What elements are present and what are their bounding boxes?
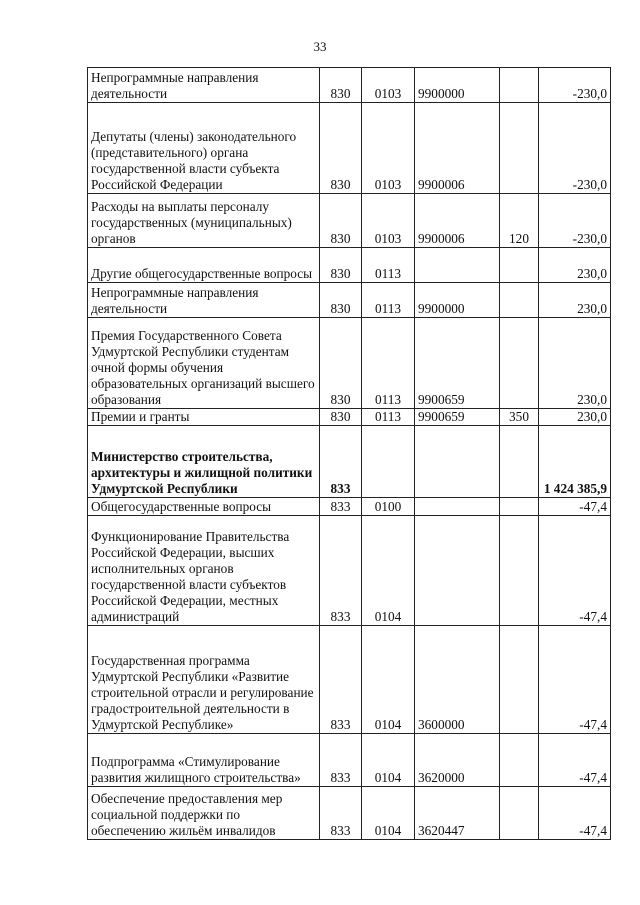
row-code-cell: 830	[320, 318, 362, 409]
row-type-cell	[500, 248, 539, 283]
row-type-cell	[500, 103, 539, 194]
budget-table	[87, 67, 611, 840]
table-row	[88, 283, 611, 318]
row-target-cell: 3600000	[415, 626, 500, 734]
row-type-cell	[500, 787, 539, 840]
row-target-cell	[415, 248, 500, 283]
table-row	[88, 318, 611, 409]
row-name-cell: Премии и гранты	[88, 409, 320, 426]
row-sum-cell: 230,0	[539, 283, 611, 318]
row-sum-cell: 1 424 385,9	[539, 426, 611, 498]
row-type-cell: 350	[500, 409, 539, 426]
row-sum-cell: -47,4	[539, 787, 611, 840]
row-name-cell: Премия Государственного Совета Удмуртской Республики студентам очной формы обучения образовательных организаций высшего образования	[88, 318, 320, 409]
table-row	[88, 248, 611, 283]
row-section-cell: 0113	[362, 283, 415, 318]
row-section-cell: 0104	[362, 734, 415, 787]
row-section-cell: 0103	[362, 68, 415, 103]
row-code-cell: 830	[320, 409, 362, 426]
row-name-cell: Другие общегосударственные вопросы	[88, 248, 320, 283]
row-name-cell: Депутаты (члены) законодательного (представительного) органа государственной власти субъекта Российской Федерации	[88, 103, 320, 194]
row-section-cell: 0103	[362, 103, 415, 194]
row-target-cell: 9900659	[415, 409, 500, 426]
row-section-cell: 0103	[362, 194, 415, 248]
row-sum-cell: 230,0	[539, 248, 611, 283]
row-code-cell: 833	[320, 626, 362, 734]
table-row	[88, 103, 611, 194]
row-type-cell	[500, 426, 539, 498]
row-code-cell: 830	[320, 194, 362, 248]
row-name-cell: Функционирование Правительства Российской Федерации, высших исполнительных органов государственной власти субъектов Российской Федерации, местных администраций	[88, 516, 320, 626]
row-target-cell: 9900006	[415, 194, 500, 248]
row-sum-cell: -47,4	[539, 498, 611, 516]
row-type-cell	[500, 734, 539, 787]
row-sum-cell: -47,4	[539, 626, 611, 734]
row-type-cell	[500, 68, 539, 103]
row-target-cell: 3620000	[415, 734, 500, 787]
row-section-cell: 0104	[362, 516, 415, 626]
row-type-cell	[500, 498, 539, 516]
row-code-cell: 830	[320, 283, 362, 318]
row-target-cell: 9900659	[415, 318, 500, 409]
row-name-cell: Непрограммные направления деятельности	[88, 283, 320, 318]
budget-table-body	[88, 68, 611, 840]
row-type-cell	[500, 318, 539, 409]
row-sum-cell: -230,0	[539, 103, 611, 194]
table-row	[88, 409, 611, 426]
row-section-cell: 0100	[362, 498, 415, 516]
row-name-cell: Общегосударственные вопросы	[88, 498, 320, 516]
row-code-cell: 833	[320, 498, 362, 516]
table-row	[88, 626, 611, 734]
row-code-cell: 830	[320, 248, 362, 283]
row-target-cell: 9900006	[415, 103, 500, 194]
row-target-cell: 9900000	[415, 283, 500, 318]
row-name-cell: Министерство строительства, архитектуры и жилищной политики Удмуртской Республики	[88, 426, 320, 498]
row-sum-cell: -47,4	[539, 516, 611, 626]
table-row	[88, 68, 611, 103]
row-code-cell: 833	[320, 787, 362, 840]
row-code-cell: 830	[320, 103, 362, 194]
table-row	[88, 426, 611, 498]
row-type-cell	[500, 516, 539, 626]
table-row	[88, 787, 611, 840]
row-sum-cell: -230,0	[539, 68, 611, 103]
row-type-cell	[500, 626, 539, 734]
row-section-cell: 0104	[362, 626, 415, 734]
row-code-cell: 833	[320, 516, 362, 626]
row-sum-cell: 230,0	[539, 318, 611, 409]
row-name-cell: Подпрограмма «Стимулирование развития жилищного строительства»	[88, 734, 320, 787]
row-name-cell: Обеспечение предоставления мер социальной поддержки по обеспечению жильём инвалидов	[88, 787, 320, 840]
table-row	[88, 194, 611, 248]
table-row	[88, 498, 611, 516]
row-name-cell: Государственная программа Удмуртской Республики «Развитие строительной отрасли и регулирование градостроительной деятельности в Удмуртской Республике»	[88, 626, 320, 734]
row-name-cell: Расходы на выплаты персоналу государственных (муниципальных) органов	[88, 194, 320, 248]
row-sum-cell: -230,0	[539, 194, 611, 248]
row-target-cell: 3620447	[415, 787, 500, 840]
table-row	[88, 734, 611, 787]
row-code-cell: 830	[320, 68, 362, 103]
row-target-cell: 9900000	[415, 68, 500, 103]
row-target-cell	[415, 498, 500, 516]
row-section-cell: 0104	[362, 787, 415, 840]
row-code-cell: 833	[320, 426, 362, 498]
row-sum-cell: 230,0	[539, 409, 611, 426]
row-type-cell	[500, 283, 539, 318]
row-target-cell	[415, 426, 500, 498]
page-number: 33	[313, 39, 327, 54]
row-type-cell: 120	[500, 194, 539, 248]
row-code-cell: 833	[320, 734, 362, 787]
table-row	[88, 516, 611, 626]
row-section-cell: 0113	[362, 248, 415, 283]
row-target-cell	[415, 516, 500, 626]
row-name-cell: Непрограммные направления деятельности	[88, 68, 320, 103]
row-section-cell: 0113	[362, 409, 415, 426]
row-section-cell: 0113	[362, 318, 415, 409]
row-sum-cell: -47,4	[539, 734, 611, 787]
row-section-cell	[362, 426, 415, 498]
